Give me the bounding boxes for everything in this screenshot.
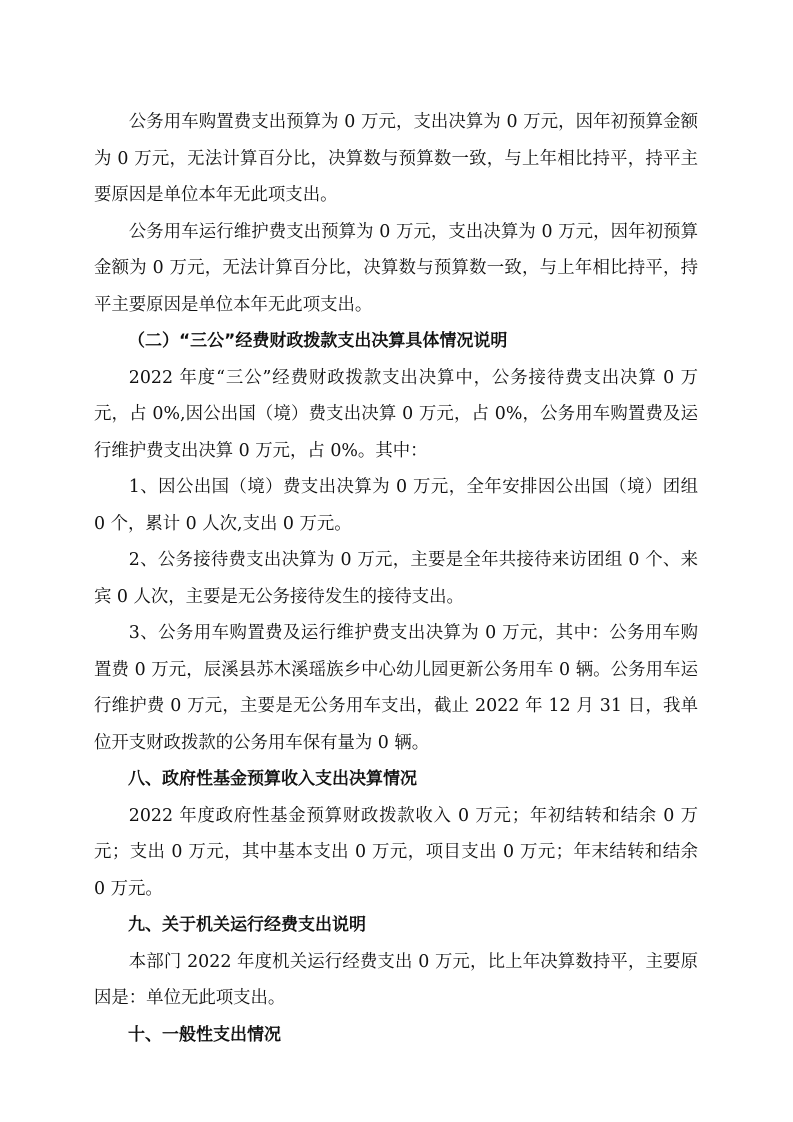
section-heading-government-fund: 八、政府性基金预算收入支出决算情况 bbox=[128, 769, 417, 789]
paragraph-official-reception: 2、公务接待费支出决算为 0 万元，主要是全年共接待来访团组 0 个、来宾 0 人次，主要是无公务接待发生的接待支出。 bbox=[94, 550, 698, 607]
paragraph-government-fund: 2022 年度政府性基金预算财政拨款收入 0 万元；年初结转和结余 0 万元；支出 0 万元，其中基本支出 0 万元，项目支出 0 万元；年末结转和结余 0 万元。 bbox=[94, 805, 698, 899]
document-body bbox=[94, 104, 698, 1053]
paragraph-three-public-summary: 2022 年度“三公”经费财政拨款支出决算中，公务接待费支出决算 0 万元，占 0%,因公出国（境）费支出决算 0 万元，占 0%，公务用车购置费及运行维护费支出决算 0 万元，占 0%。其中： bbox=[94, 367, 698, 461]
paragraph-official-vehicles: 3、公务用车购置费及运行维护费支出决算为 0 万元，其中：公务用车购置费 0 万元，辰溪县苏木溪瑶族乡中心幼儿园更新公务用车 0 辆。公务用车运行维护费 0 万元，主要是无公务用车支出，截止 2022 年 12 月 31 日，我单位开支财政拨款的公务用车保有量为 0 辆。 bbox=[94, 623, 698, 753]
paragraph-vehicle-maintenance: 公务用车运行维护费支出预算为 0 万元，支出决算为 0 万元，因年初预算金额为 0 万元，无法计算百分比，决算数与预算数一致，与上年相比持平，持平主要原因是单位本年无此项支出。 bbox=[94, 221, 698, 315]
section-heading-three-public-details: （二）“三公”经费财政拨款支出决算具体情况说明 bbox=[128, 331, 508, 351]
paragraph-overseas-travel: 1、因公出国（境）费支出决算为 0 万元，全年安排因公出国（境）团组 0 个，累计 0 人次,支出 0 万元。 bbox=[94, 477, 698, 534]
paragraph-vehicle-purchase: 公务用车购置费支出预算为 0 万元，支出决算为 0 万元，因年初预算金额为 0 万元，无法计算百分比，决算数与预算数一致，与上年相比持平，持平主要原因是单位本年无此项支出。 bbox=[94, 112, 698, 205]
section-heading-general-expenditure: 十、一般性支出情况 bbox=[128, 1024, 281, 1045]
section-heading-operating-expenses: 九、关于机关运行经费支出说明 bbox=[128, 915, 366, 935]
paragraph-operating-expenses: 本部门 2022 年度机关运行经费支出 0 万元，比上年决算数持平，主要原因是：单位无此项支出。 bbox=[94, 951, 698, 1008]
